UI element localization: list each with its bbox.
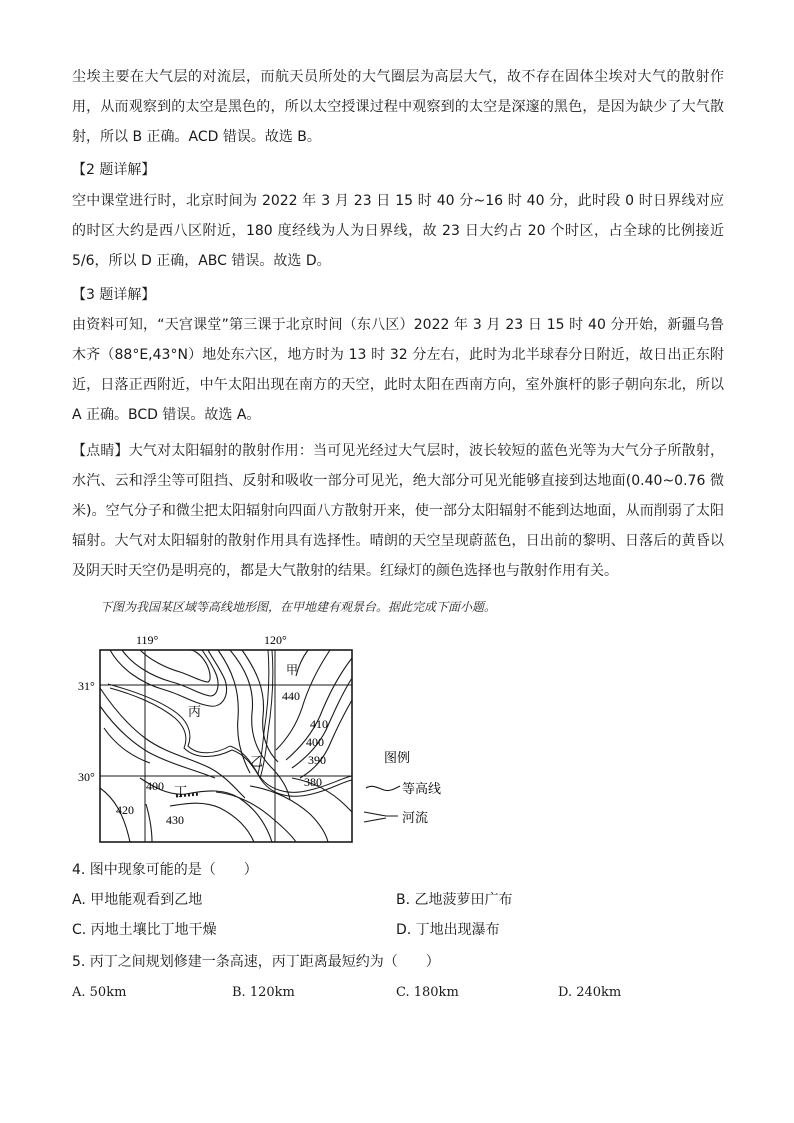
tip-paragraph: 【点睛】大气对太阳辐射的散射作用：当可见光经过大气层时，波长较短的蓝色光等为大气分子所散射，水汽、云和浮尘等可阻挡、反射和吸收一部分可见光，绝大部分可见光能够直接到达地面(0.40~0.76 微米)。空气分子和微尘把太阳辐射向四面八方散射开来，使一部分太阳辐射不能到达地面，从而削弱了太阳辐射。大气对太阳辐射的散射作用具有选择性。晴朗的天空呈现蔚蓝色，日出前的黎明、日落后的黄昏以及阴天时天空仍是明亮的，都是大气散射的结果。红绿灯的颜色选择也与散射作用有关。 bbox=[72, 443, 724, 579]
contour-line bbox=[104, 728, 150, 763]
contour-line bbox=[140, 650, 210, 682]
legend-title: 图例 bbox=[384, 750, 411, 765]
place-label-bing: 丙 bbox=[188, 704, 202, 719]
q5-option-d: D. 240km bbox=[558, 985, 622, 1000]
answer-paragraph-3: 由资料可知，“天宫课堂”第三课于北京时间（东八区）2022 年 3 月 23 日 15 时 40 分开始，新疆乌鲁木齐（88°E,43°N）地处东六区，地方时为 13 时 32 分左右，此时为北半球春分日附近，故日出正东附近，日落正西附近，中午太阳出现在南方的天空，此时太阳在西南方向，室外旗杆的影子朝向东北，所以 A 正确。BCD 错误。故选 A。 bbox=[72, 317, 724, 423]
q4-option-d: D. 丁地出现瀑布 bbox=[396, 922, 500, 938]
lon-label-120: 120° bbox=[264, 633, 287, 647]
lon-label-119: 119° bbox=[136, 633, 159, 647]
river bbox=[108, 684, 230, 753]
contour-line bbox=[100, 688, 245, 798]
contour-label-420: 420 bbox=[116, 803, 134, 817]
legend-contour-symbol bbox=[366, 786, 400, 791]
contour-line bbox=[216, 792, 296, 842]
q5-option-c: C. 180km bbox=[396, 985, 459, 1000]
contour-map bbox=[80, 628, 460, 846]
q5-option-a: A. 50km bbox=[72, 985, 127, 1000]
question-5-stem: 5. 丙丁之间规划修建一条高速，丙丁距离最短约为（ ） bbox=[72, 954, 440, 970]
place-label-yi: 乙 bbox=[250, 754, 264, 769]
lat-label-31: 31° bbox=[78, 679, 95, 693]
contour-line bbox=[110, 650, 227, 706]
question-intro: 下图为我国某区域等高线地形图，在甲地建有观景台。据此完成下面小题。 bbox=[100, 600, 497, 614]
contour-line bbox=[218, 650, 250, 773]
contour-label-380: 380 bbox=[304, 775, 322, 789]
answer-paragraph-2: 空中课堂进行时，北京时间为 2022 年 3 月 23 日 15 时 40 分~16 时 40 分，此时段 0 时日界线对应的时区大约是西八区附近，180 度经线为人为日界线，故 23 日大约占 20 个时区，占全球的比例接近 5/6，所以 D 正确，ABC 错误。故选 D。 bbox=[72, 193, 724, 269]
contour-label-400b: 400 bbox=[146, 779, 164, 793]
lat-label-30: 30° bbox=[78, 770, 95, 784]
section-heading-3: 【3 题详解】 bbox=[72, 287, 156, 303]
contour-label-390: 390 bbox=[308, 753, 326, 767]
contour-line bbox=[146, 804, 152, 842]
legend-contour-label: 等高线 bbox=[402, 781, 442, 796]
place-label-ding: 丁 bbox=[174, 784, 188, 799]
q5-option-b: B. 120km bbox=[232, 985, 295, 1000]
contour-label-400: 400 bbox=[306, 735, 324, 749]
contour-line bbox=[122, 650, 218, 696]
legend-river-label: 河流 bbox=[402, 810, 429, 825]
answer-paragraph-1: 尘埃主要在大气层的对流层，而航天员所处的大气圈层为高层大气，故不存在固体尘埃对大气的散射作用，从而观察到的太空是黑色的，所以太空授课过程中观察到的太空是深邃的黑色，是因为缺少了大气散射，所以 B 正确。ACD 错误。故选 B。 bbox=[72, 69, 724, 145]
contour-label-410: 410 bbox=[310, 717, 328, 731]
question-4-stem: 4. 图中现象可能的是（ ） bbox=[72, 862, 258, 878]
legend-river-symbol bbox=[364, 812, 398, 822]
q4-option-c: C. 丙地土壤比丁地干燥 bbox=[72, 922, 217, 938]
q4-option-b: B. 乙地菠萝田广布 bbox=[396, 892, 513, 908]
place-label-jia: 甲 bbox=[286, 663, 299, 677]
contour-label-430: 430 bbox=[166, 813, 184, 827]
section-heading-2: 【2 题详解】 bbox=[72, 162, 156, 178]
river bbox=[110, 688, 232, 757]
contour-label-440: 440 bbox=[282, 689, 300, 703]
q4-option-a: A. 甲地能观看到乙地 bbox=[72, 892, 203, 908]
